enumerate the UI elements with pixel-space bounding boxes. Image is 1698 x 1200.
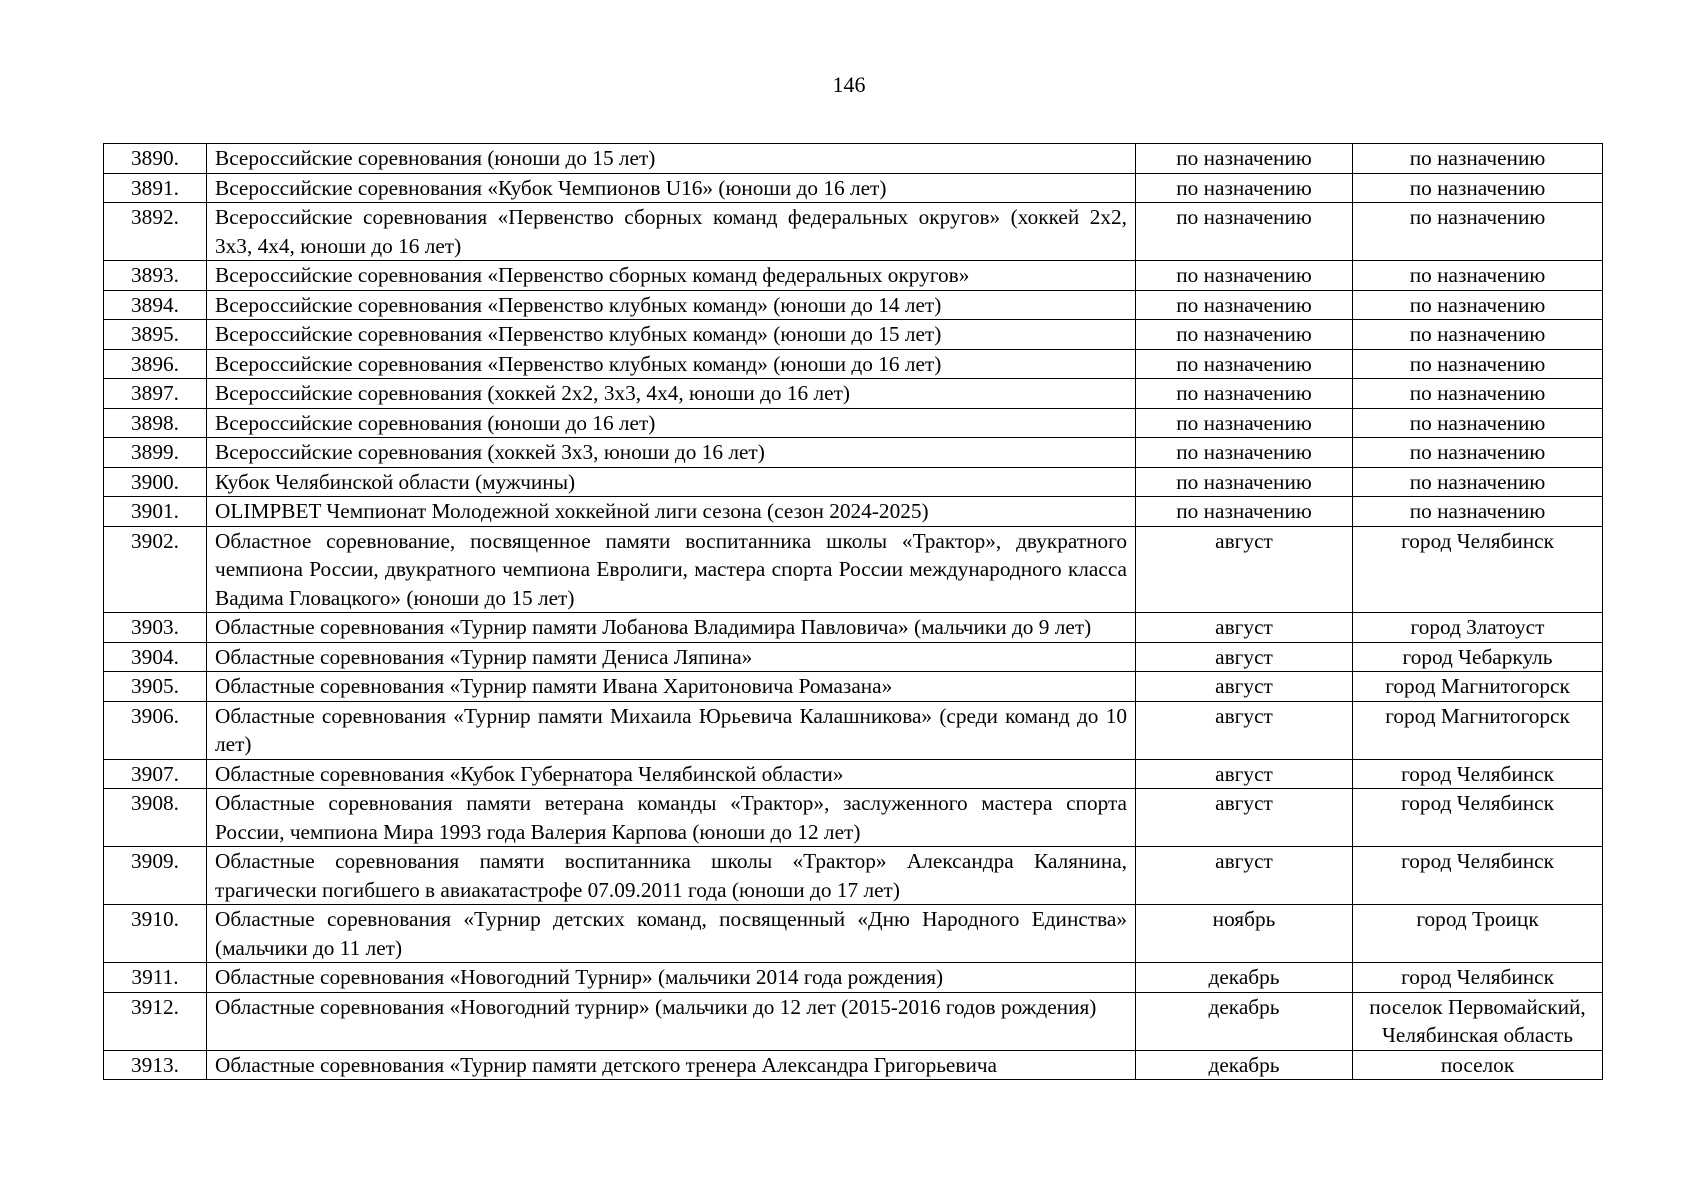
- event-name: Областные соревнования «Турнир памяти Лобанова Владимира Павловича» (мальчики до 9 лет): [207, 613, 1136, 643]
- table-row: [104, 613, 1603, 643]
- event-place: город Магнитогорск: [1353, 701, 1603, 759]
- event-name: Областные соревнования «Турнир памяти Ивана Харитоновича Ромазана»: [207, 672, 1136, 702]
- event-name: Всероссийские соревнования (юноши до 16 лет): [207, 408, 1136, 438]
- event-name: Всероссийские соревнования «Первенство клубных команд» (юноши до 15 лет): [207, 320, 1136, 350]
- event-place: город Троицк: [1353, 905, 1603, 963]
- row-number: 3911.: [104, 963, 207, 993]
- event-date: по назначению: [1136, 438, 1353, 468]
- event-date: по назначению: [1136, 408, 1353, 438]
- event-date: по назначению: [1136, 379, 1353, 409]
- event-name: Всероссийские соревнования «Первенство сборных команд федеральных округов» (хоккей 2х2, 3х3, 4х4, юноши до 16 лет): [207, 203, 1136, 261]
- event-name: Областные соревнования «Турнир детских команд, посвященный «Дню Народного Единства» (мальчики до 11 лет): [207, 905, 1136, 963]
- event-name: Областные соревнования «Новогодний Турнир» (мальчики 2014 года рождения): [207, 963, 1136, 993]
- event-place: по назначению: [1353, 261, 1603, 291]
- row-number: 3913.: [104, 1050, 207, 1080]
- event-name: Всероссийские соревнования «Первенство клубных команд» (юноши до 14 лет): [207, 290, 1136, 320]
- row-number: 3890.: [104, 144, 207, 174]
- event-date: по назначению: [1136, 497, 1353, 527]
- row-number: 3899.: [104, 438, 207, 468]
- event-name: Областные соревнования памяти ветерана команды «Трактор», заслуженного мастера спорта России, чемпиона Мира 1993 года Валерия Карпова (юноши до 12 лет): [207, 789, 1136, 847]
- table-row: [104, 438, 1603, 468]
- event-place: город Челябинск: [1353, 963, 1603, 993]
- event-place: город Челябинск: [1353, 847, 1603, 905]
- event-date: декабрь: [1136, 1050, 1353, 1080]
- event-place: город Челябинск: [1353, 759, 1603, 789]
- event-name: Всероссийские соревнования «Первенство сборных команд федеральных округов»: [207, 261, 1136, 291]
- event-date: по назначению: [1136, 144, 1353, 174]
- event-name: Областные соревнования «Кубок Губернатора Челябинской области»: [207, 759, 1136, 789]
- event-date: по назначению: [1136, 173, 1353, 203]
- table-row: [104, 379, 1603, 409]
- row-number: 3904.: [104, 642, 207, 672]
- event-name: Областные соревнования «Турнир памяти Дениса Ляпина»: [207, 642, 1136, 672]
- event-date: август: [1136, 613, 1353, 643]
- event-place: по назначению: [1353, 320, 1603, 350]
- row-number: 3896.: [104, 349, 207, 379]
- event-date: август: [1136, 789, 1353, 847]
- event-date: по назначению: [1136, 261, 1353, 291]
- event-date: август: [1136, 642, 1353, 672]
- row-number: 3908.: [104, 789, 207, 847]
- event-name: Всероссийские соревнования «Первенство клубных команд» (юноши до 16 лет): [207, 349, 1136, 379]
- event-name: Всероссийские соревнования (хоккей 3х3, юноши до 16 лет): [207, 438, 1136, 468]
- table-row: [104, 261, 1603, 291]
- row-number: 3893.: [104, 261, 207, 291]
- events-table-body: [104, 144, 1603, 1080]
- event-date: по назначению: [1136, 203, 1353, 261]
- row-number: 3900.: [104, 467, 207, 497]
- event-place: по назначению: [1353, 290, 1603, 320]
- table-row: [104, 789, 1603, 847]
- event-name: Областные соревнования «Турнир памяти детского тренера Александра Григорьевича: [207, 1050, 1136, 1080]
- event-name: Всероссийские соревнования «Кубок Чемпионов U16» (юноши до 16 лет): [207, 173, 1136, 203]
- event-place: по назначению: [1353, 144, 1603, 174]
- table-row: [104, 905, 1603, 963]
- event-place: поселок: [1353, 1050, 1603, 1080]
- event-place: по назначению: [1353, 497, 1603, 527]
- table-row: [104, 1050, 1603, 1080]
- event-date: декабрь: [1136, 963, 1353, 993]
- row-number: 3910.: [104, 905, 207, 963]
- event-place: по назначению: [1353, 173, 1603, 203]
- event-place: по назначению: [1353, 438, 1603, 468]
- event-date: август: [1136, 847, 1353, 905]
- event-place: по назначению: [1353, 379, 1603, 409]
- row-number: 3907.: [104, 759, 207, 789]
- row-number: 3902.: [104, 526, 207, 613]
- event-name: Областные соревнования памяти воспитанника школы «Трактор» Александра Калянина, трагически погибшего в авиакатастрофе 07.09.2011 года (юноши до 17 лет): [207, 847, 1136, 905]
- events-table: [103, 143, 1603, 1080]
- row-number: 3897.: [104, 379, 207, 409]
- row-number: 3906.: [104, 701, 207, 759]
- event-place: город Челябинск: [1353, 526, 1603, 613]
- event-name: Кубок Челябинской области (мужчины): [207, 467, 1136, 497]
- row-number: 3898.: [104, 408, 207, 438]
- event-date: по назначению: [1136, 349, 1353, 379]
- table-row: [104, 203, 1603, 261]
- row-number: 3891.: [104, 173, 207, 203]
- table-row: [104, 963, 1603, 993]
- event-place: город Магнитогорск: [1353, 672, 1603, 702]
- table-row: [104, 526, 1603, 613]
- table-row: [104, 701, 1603, 759]
- event-date: декабрь: [1136, 992, 1353, 1050]
- table-row: [104, 349, 1603, 379]
- event-date: август: [1136, 672, 1353, 702]
- event-place: по назначению: [1353, 203, 1603, 261]
- row-number: 3895.: [104, 320, 207, 350]
- event-name: Всероссийские соревнования (юноши до 15 лет): [207, 144, 1136, 174]
- event-name: Областное соревнование, посвященное памяти воспитанника школы «Трактор», двукратного чемпиона России, двукратного чемпиона Евролиги, мастера спорта России международного класса Вадима Гловацкого» (юноши до 15 лет): [207, 526, 1136, 613]
- table-row: [104, 847, 1603, 905]
- table-row: [104, 672, 1603, 702]
- event-place: город Челябинск: [1353, 789, 1603, 847]
- table-row: [104, 144, 1603, 174]
- event-date: по назначению: [1136, 467, 1353, 497]
- table-row: [104, 408, 1603, 438]
- row-number: 3901.: [104, 497, 207, 527]
- table-row: [104, 467, 1603, 497]
- event-date: по назначению: [1136, 320, 1353, 350]
- row-number: 3909.: [104, 847, 207, 905]
- row-number: 3894.: [104, 290, 207, 320]
- table-row: [104, 642, 1603, 672]
- row-number: 3903.: [104, 613, 207, 643]
- event-date: август: [1136, 701, 1353, 759]
- event-place: по назначению: [1353, 349, 1603, 379]
- event-place: по назначению: [1353, 467, 1603, 497]
- table-row: [104, 290, 1603, 320]
- table-row: [104, 173, 1603, 203]
- table-row: [104, 992, 1603, 1050]
- event-date: ноябрь: [1136, 905, 1353, 963]
- event-name: Областные соревнования «Новогодний турнир» (мальчики до 12 лет (2015-2016 годов рождения): [207, 992, 1136, 1050]
- event-name: Всероссийские соревнования (хоккей 2х2, 3х3, 4х4, юноши до 16 лет): [207, 379, 1136, 409]
- event-place: город Златоуст: [1353, 613, 1603, 643]
- event-place: город Чебаркуль: [1353, 642, 1603, 672]
- table-row: [104, 497, 1603, 527]
- event-place: поселок Первомайский, Челябинская область: [1353, 992, 1603, 1050]
- event-date: август: [1136, 526, 1353, 613]
- event-place: по назначению: [1353, 408, 1603, 438]
- row-number: 3892.: [104, 203, 207, 261]
- event-date: август: [1136, 759, 1353, 789]
- event-date: по назначению: [1136, 290, 1353, 320]
- event-name: OLIMPBET Чемпионат Молодежной хоккейной лиги сезона (сезон 2024-2025): [207, 497, 1136, 527]
- event-name: Областные соревнования «Турнир памяти Михаила Юрьевича Калашникова» (среди команд до 10 лет): [207, 701, 1136, 759]
- table-row: [104, 759, 1603, 789]
- row-number: 3912.: [104, 992, 207, 1050]
- row-number: 3905.: [104, 672, 207, 702]
- table-row: [104, 320, 1603, 350]
- page-number: 146: [832, 72, 866, 97]
